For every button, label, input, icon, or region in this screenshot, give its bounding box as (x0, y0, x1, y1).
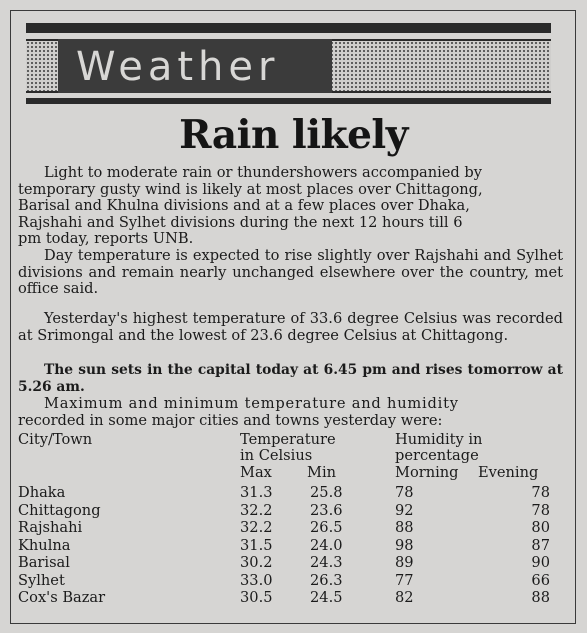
paragraph-line: Maximum and minimum temperature and humidity (44, 395, 459, 412)
cell-evening: 66 (531, 571, 550, 589)
headline: Rain likely (179, 112, 408, 158)
cell-morning: 78 (395, 484, 414, 501)
paragraph-sun-times: The sun sets in the capital today at 6.45 pm and rises tomorrow at 5.26 am. (18, 362, 563, 395)
cell-evening: 78 (531, 484, 550, 501)
cell-max: 30.5 (240, 589, 273, 606)
cell-city: Barisal (18, 554, 70, 571)
cell-min: 24.3 (310, 554, 343, 571)
cell-min: 24.0 (310, 536, 343, 554)
paragraph-line: pm today, reports UNB. (18, 230, 194, 248)
cell-morning: 92 (395, 501, 414, 519)
header-morning: Morning (395, 464, 459, 481)
paragraph-line: recorded in some major cities and towns yesterday were: (18, 411, 443, 429)
cell-max: 30.2 (240, 554, 273, 571)
paragraph-forecast (18, 165, 563, 248)
paragraph-line: Light to moderate rain or thundershowers accompanied by (44, 164, 483, 181)
header-humidity: Humidity in (395, 431, 483, 448)
header-min: Min (307, 464, 337, 481)
cell-max: 32.2 (240, 501, 273, 519)
paragraph-line: temporary gusty wind is likely at most places over Chittagong, (18, 180, 483, 198)
cell-max: 32.2 (240, 519, 273, 536)
cell-morning: 82 (395, 589, 414, 606)
table-row (0, 572, 587, 589)
top-rule (26, 23, 551, 33)
header-humidity-unit: percentage (395, 447, 479, 464)
header-max: Max (240, 464, 272, 481)
table-row (0, 484, 587, 501)
cell-evening: 87 (531, 536, 550, 554)
paragraph-line: Barisal and Khulna divisions and at a few places over Dhaka, (18, 197, 470, 215)
cell-morning: 88 (395, 519, 414, 536)
cell-city: Rajshahi (18, 519, 83, 536)
table-row (0, 519, 587, 536)
cell-city: Cox's Bazar (18, 589, 106, 606)
bottom-rule (26, 98, 551, 104)
header-evening: Evening (478, 464, 539, 481)
cell-max: 31.3 (240, 484, 273, 501)
cell-city: Dhaka (18, 484, 66, 501)
table-row (0, 554, 587, 571)
cell-evening: 88 (531, 589, 550, 606)
table-row (0, 502, 587, 519)
cell-city: Khulna (18, 536, 71, 554)
cell-evening: 78 (531, 501, 550, 519)
cell-min: 26.5 (310, 519, 343, 536)
paragraph-table-intro (18, 396, 563, 429)
cell-min: 24.5 (310, 589, 343, 606)
cell-min: 23.6 (310, 501, 343, 519)
header-city: City/Town (18, 431, 93, 448)
cell-city: Chittagong (18, 501, 101, 519)
paragraph-temperature: Day temperature is expected to rise slightly over Rajshahi and Sylhet divisions and remain nearly unchanged elsewhere over the country, met office said. (18, 247, 563, 298)
cell-evening: 80 (531, 519, 550, 536)
cell-morning: 89 (395, 554, 414, 571)
cell-max: 31.5 (240, 536, 273, 554)
cell-max: 33.0 (240, 571, 273, 589)
cell-min: 25.8 (310, 484, 343, 501)
paragraph-line: Rajshahi and Sylhet divisions during the next 12 hours till 6 (18, 213, 463, 231)
paragraph-extremes: Yesterday's highest temperature of 33.6 degree Celsius was recorded at Srimongal and the lowest of 23.6 degree Celsius at Chittagong. (18, 310, 563, 344)
table-row (0, 537, 587, 554)
cell-morning: 77 (395, 571, 414, 589)
header-temperature-unit: in Celsius (240, 447, 313, 464)
cell-evening: 90 (531, 554, 550, 571)
section-title: Weather (76, 44, 280, 90)
header-temperature: Temperature (240, 431, 336, 448)
cell-min: 26.3 (310, 571, 343, 589)
cell-morning: 98 (395, 536, 414, 554)
table-row (0, 589, 587, 606)
cell-city: Sylhet (18, 571, 65, 589)
